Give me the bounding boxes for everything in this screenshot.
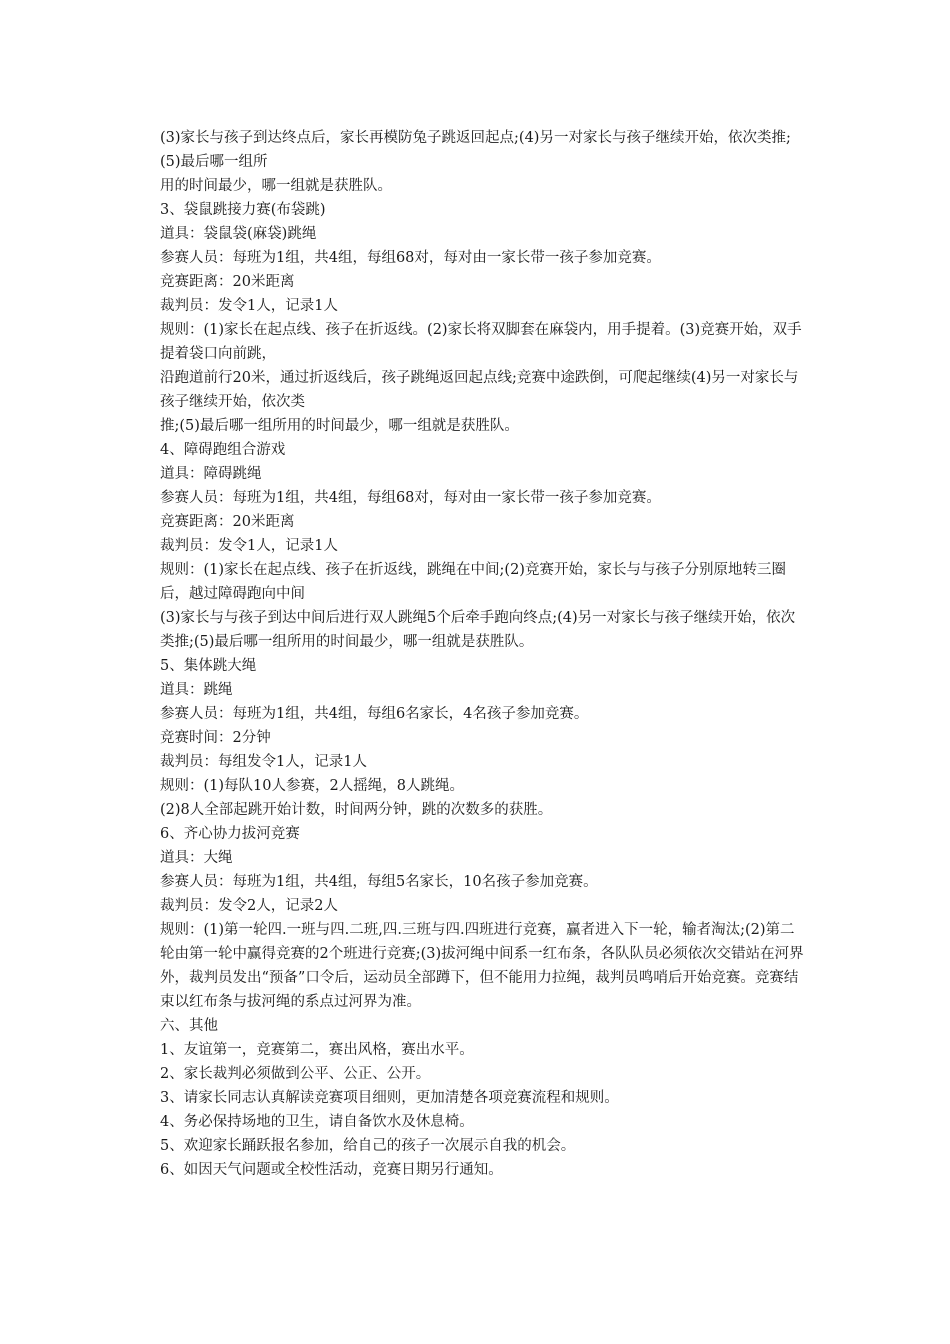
- text-line: 裁判员：发令2人，记录2人: [160, 898, 338, 914]
- text-line: 3、请家长同志认真解读竞赛项目细则，更加清楚各项竞赛流程和规则。: [160, 1090, 619, 1106]
- text-line: (3)家长与与孩子到达中间后进行双人跳绳5个后牵手跑向终点;(4)另一对家长与孩子继续开始，依次类推;(5)最后哪一组所用的时间最少，哪一组就是获胜队。: [160, 610, 796, 650]
- text-line: 3、袋鼠跳接力赛(布袋跳): [160, 202, 326, 218]
- text-line: 参赛人员：每班为1组，共4组，每组68对，每对由一家长带一孩子参加竞赛。: [160, 250, 661, 266]
- text-line: 参赛人员：每班为1组，共4组，每组68对，每对由一家长带一孩子参加竞赛。: [160, 490, 661, 506]
- text-line: 2、家长裁判必须做到公平、公正、公开。: [160, 1066, 431, 1082]
- text-line: 5、欢迎家长踊跃报名参加，给自己的孩子一次展示自我的机会。: [160, 1138, 576, 1154]
- text-line: 规则：(1)每队10人参赛，2人摇绳，8人跳绳。: [160, 778, 464, 794]
- text-line: 规则：(1)家长在起点线、孩子在折返线，跳绳在中间;(2)竞赛开始，家长与与孩子分别原地转三圈后，越过障碍跑向中间: [160, 562, 786, 602]
- text-line: 竞赛时间：2分钟: [160, 730, 271, 746]
- text-line: 参赛人员：每班为1组，共4组，每组5名家长，10名孩子参加竞赛。: [160, 874, 598, 890]
- text-line: 六、其他: [160, 1018, 218, 1034]
- text-line: 道具：跳绳: [160, 682, 233, 698]
- text-line: 竞赛距离：20米距离: [160, 514, 295, 530]
- text-line: 4、务必保持场地的卫生，请自备饮水及休息椅。: [160, 1114, 474, 1130]
- text-line: 参赛人员：每班为1组，共4组，每组6名家长，4名孩子参加竞赛。: [160, 706, 589, 722]
- text-line: 规则：(1)家长在起点线、孩子在折返线。(2)家长将双脚套在麻袋内，用手提着。(3)竞赛开始，双手提着袋口向前跳，: [160, 322, 802, 362]
- document-body: [142, 126, 808, 1182]
- text-line: 竞赛距离：20米距离: [160, 274, 295, 290]
- text-line: 用的时间最少，哪一组就是获胜队。: [160, 178, 392, 194]
- text-line: 道具：大绳: [160, 850, 233, 866]
- text-line: 裁判员：每组发令1人，记录1人: [160, 754, 367, 770]
- text-line: (2)8人全部起跳开始计数，时间两分钟，跳的次数多的获胜。: [160, 802, 553, 818]
- text-line: 道具：障碍跳绳: [160, 466, 262, 482]
- text-line: 6、齐心协力拔河竞赛: [160, 826, 300, 842]
- text-line: 1、友谊第一，竞赛第二，赛出风格，赛出水平。: [160, 1042, 474, 1058]
- text-line: 沿跑道前行20米，通过折返线后，孩子跳绳返回起点线;竞赛中途跌倒，可爬起继续(4)另一对家长与孩子继续开始，依次类: [160, 370, 799, 410]
- text-line: 裁判员：发令1人，记录1人: [160, 538, 338, 554]
- text-line: 推;(5)最后哪一组所用的时间最少，哪一组就是获胜队。: [160, 418, 519, 434]
- text-line: (3)家长与孩子到达终点后，家长再模防兔子跳返回起点;(4)另一对家长与孩子继续开始，依次类推;(5)最后哪一组所: [160, 130, 791, 170]
- text-line: 4、障碍跑组合游戏: [160, 442, 286, 458]
- text-line: 道具：袋鼠袋(麻袋)跳绳: [160, 226, 317, 242]
- text-line: 5、集体跳大绳: [160, 658, 257, 674]
- text-line: 6、如因天气问题或全校性活动，竞赛日期另行通知。: [160, 1162, 503, 1178]
- text-line: 裁判员：发令1人，记录1人: [160, 298, 338, 314]
- text-line: 规则：(1)第一轮四.一班与四.二班,四.三班与四.四班进行竞赛，赢者进入下一轮，输者淘汰;(2)第二轮由第一轮中赢得竞赛的2个班进行竞赛;(3)拔河绳中间系一红布条，各队队员必须依次交错站在河界外，裁判员发出“预备”口令后，运动员全部蹲下，但不能用力拉绳，裁判员鸣哨后开始竞赛。竞赛结束以红布条与拔河绳的系点过河界为准。: [160, 922, 804, 1010]
